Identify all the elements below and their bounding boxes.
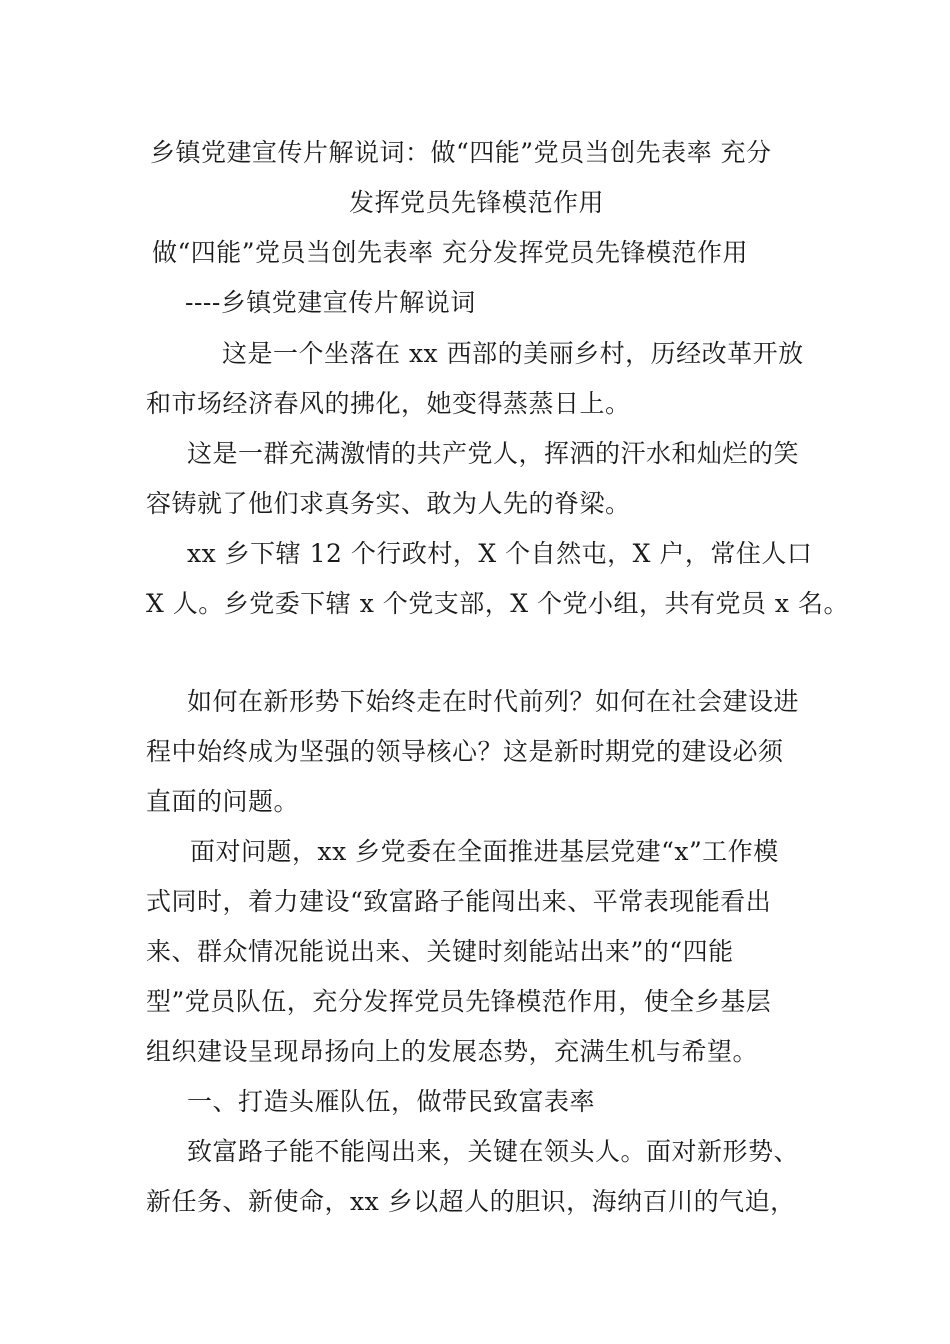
- paragraph-6-line-2: 新任务、新使命，xx 乡以超人的胆识，海纳百川的气迫，: [146, 1187, 796, 1216]
- paragraph-4-line-2: 程中始终成为坚强的领导核心？这是新时期党的建设必须: [146, 737, 784, 766]
- section-heading-1: 一、打造头雁队伍，做带民致富表率: [187, 1087, 596, 1116]
- document-byline: ----乡镇党建宣传片解说词: [185, 288, 476, 317]
- paragraph-5-line-2: 式同时，着力建设“致富路子能闯出来、平常表现能看出: [146, 887, 772, 916]
- paragraph-5-line-3: 来、群众情况能说出来、关键时刻能站出来”的“四能: [146, 937, 734, 966]
- paragraph-4-line-3: 直面的问题。: [146, 787, 300, 816]
- paragraph-6-line-1: 致富路子能不能闯出来，关键在领头人。面对新形势、: [187, 1137, 800, 1166]
- paragraph-1-line-1: 这是一个坐落在 xx 西部的美丽乡村，历经改革开放: [222, 339, 804, 368]
- paragraph-4-line-1: 如何在新形势下始终走在时代前列？如何在社会建设进: [187, 687, 800, 716]
- paragraph-5-line-1: 面对问题，xx 乡党委在全面推进基层党建“x”工作模: [190, 837, 779, 866]
- paragraph-2-line-1: 这是一群充满激情的共产党人，挥洒的汗水和灿烂的笑: [187, 439, 800, 468]
- paragraph-5-line-5: 组织建设呈现昂扬向上的发展态势，充满生机与希望。: [146, 1037, 759, 1066]
- document-title-line-1: 乡镇党建宣传片解说词：做“四能”党员当创先表率 充分: [150, 138, 772, 167]
- paragraph-3-line-1: xx 乡下辖 12 个行政村，X 个自然屯，X 户，常住人口: [187, 539, 813, 568]
- paragraph-2-line-2: 容铸就了他们求真务实、敢为人先的脊梁。: [146, 489, 631, 518]
- paragraph-1-line-2: 和市场经济春风的拂化，她变得蒸蒸日上。: [146, 389, 631, 418]
- paragraph-5-line-4: 型”党员队伍，充分发挥党员先锋模范作用，使全乡基层: [146, 987, 772, 1016]
- paragraph-3-line-2: X 人。乡党委下辖 x 个党支部，X 个党小组，共有党员 x 名。: [146, 589, 849, 618]
- document-subtitle: 做“四能”党员当创先表率 充分发挥党员先锋模范作用: [152, 238, 749, 267]
- document-title-line-2: 发挥党员先锋模范作用: [349, 188, 605, 217]
